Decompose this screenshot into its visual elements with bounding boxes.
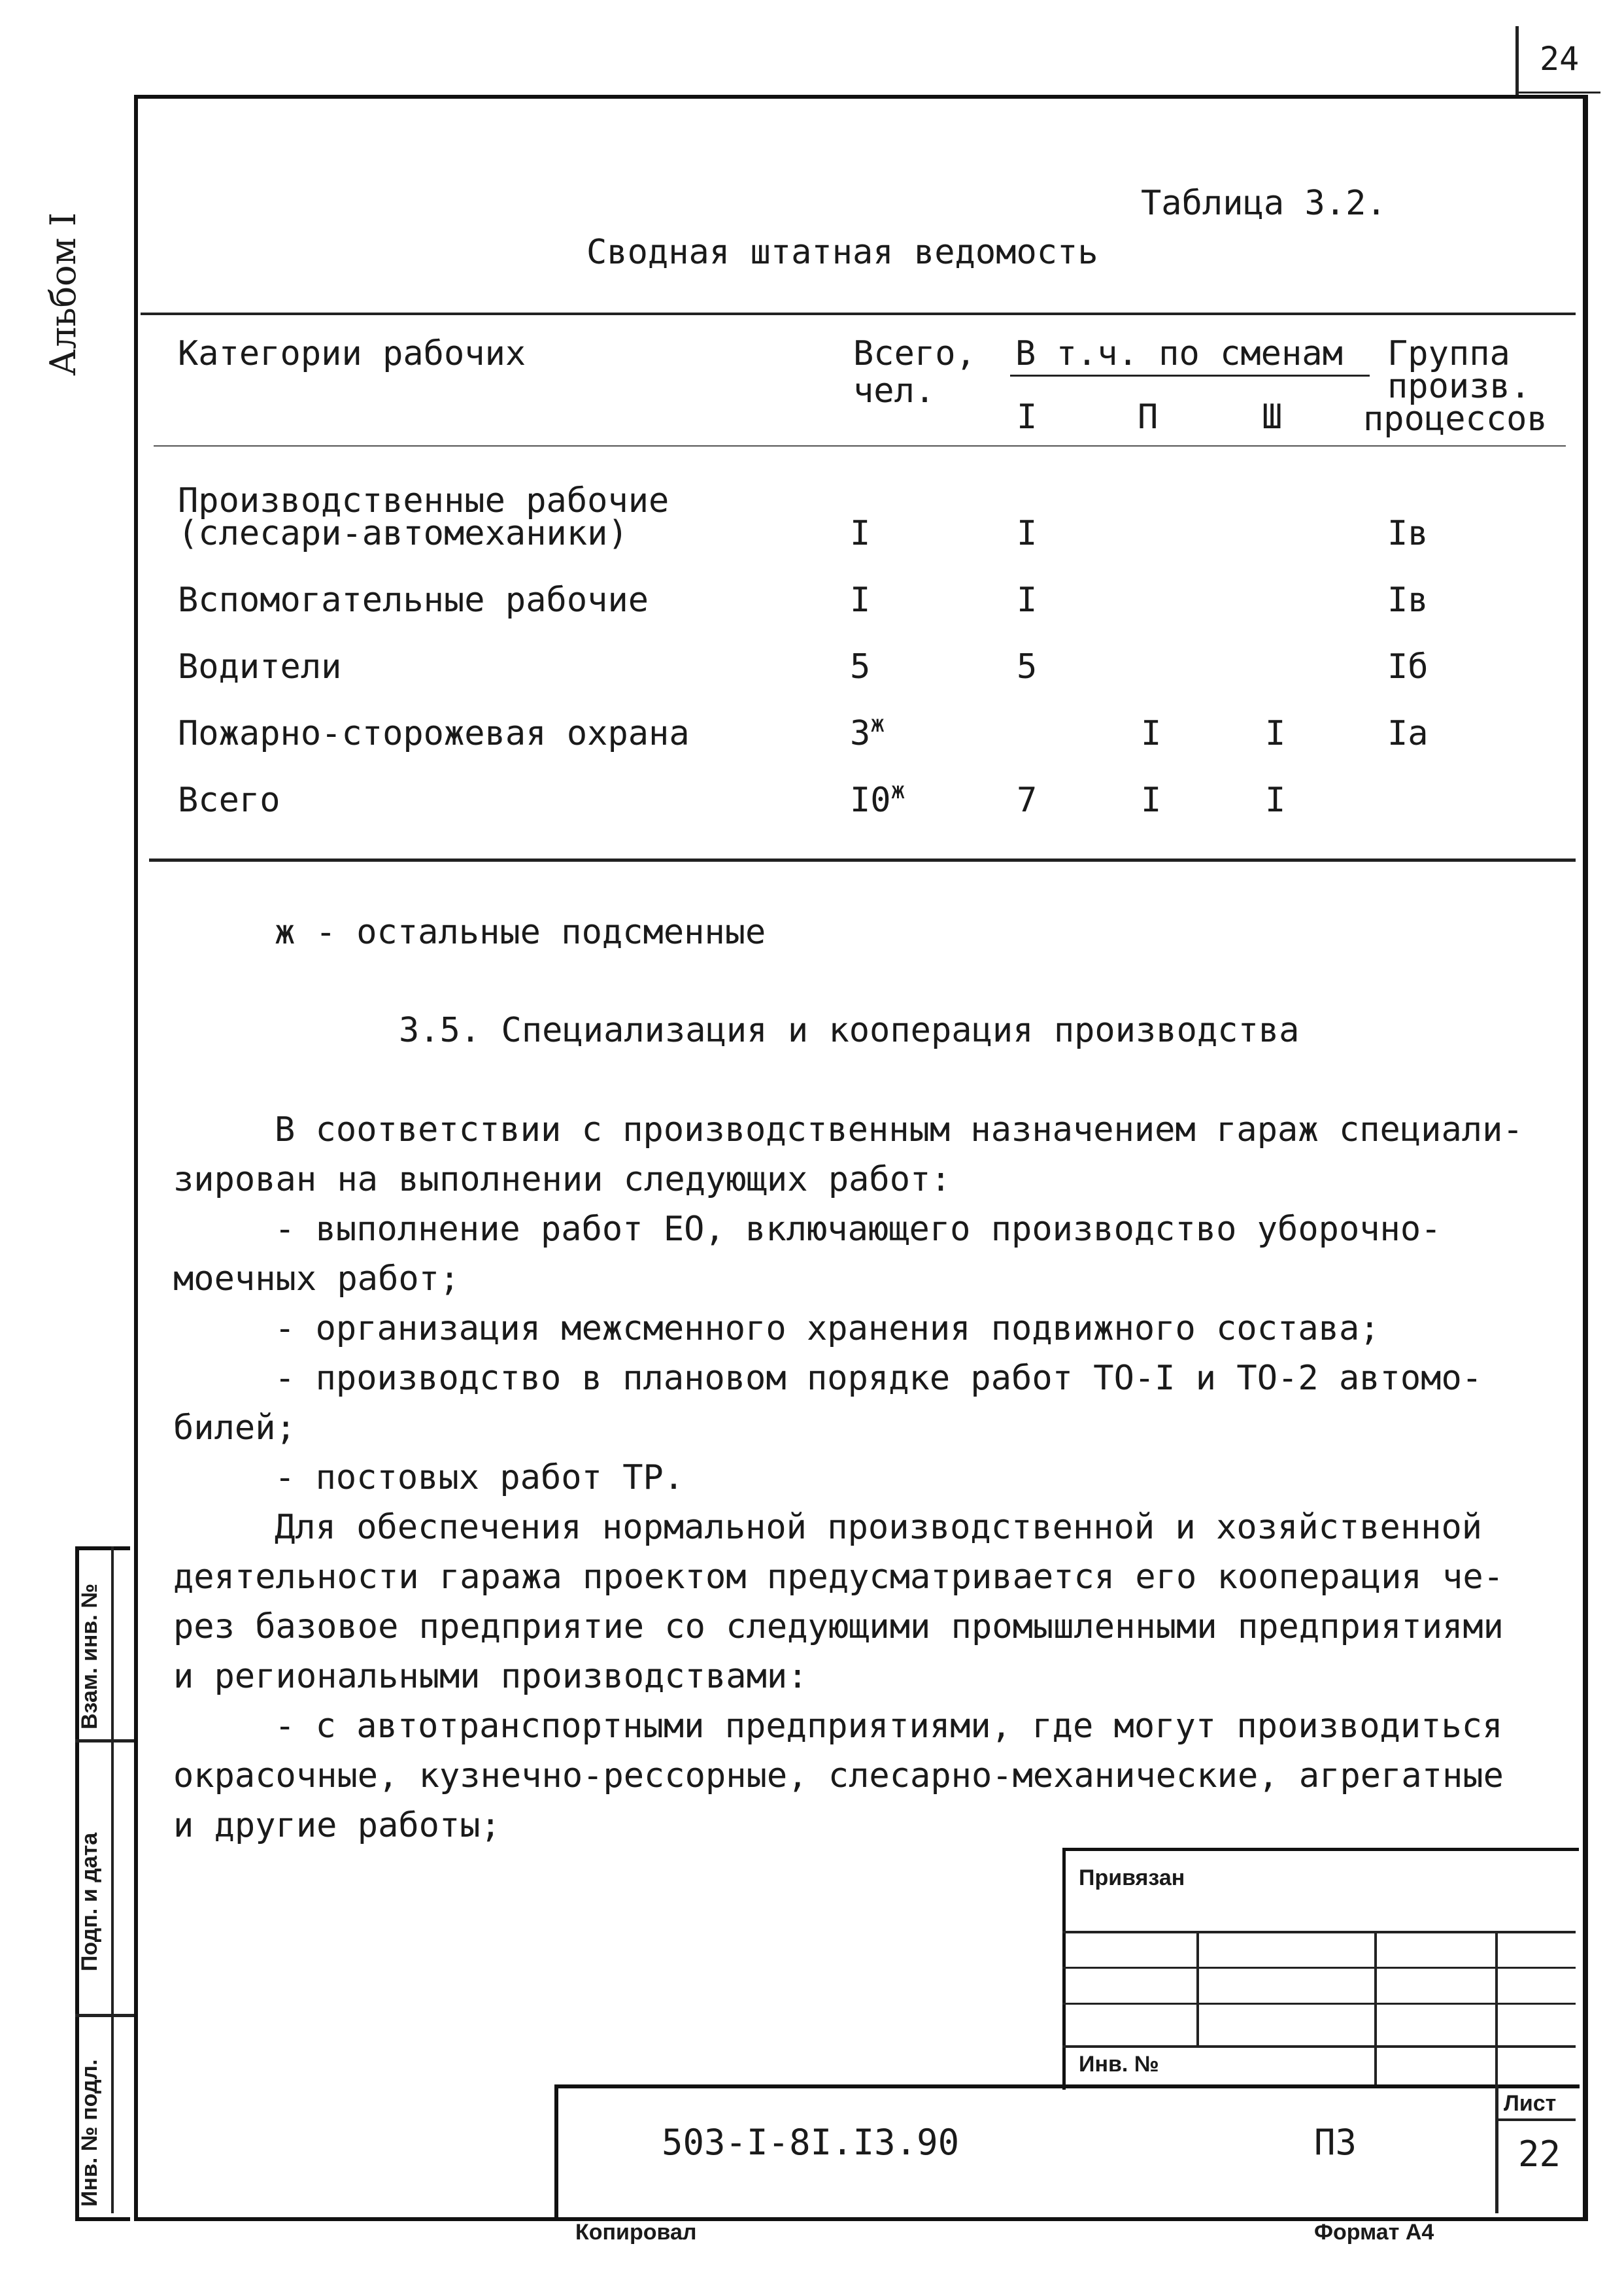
table-row-shift-1: I <box>1017 514 1038 553</box>
body-line: моечных работ; <box>173 1259 460 1299</box>
stamp-document-code: 503-I-8I.I3.90 <box>662 2122 960 2163</box>
stamp-rule <box>1062 1931 1576 1933</box>
body-line: и региональными производствами: <box>173 1657 808 1696</box>
table-row-name: Пожарно-сторожевая охрана <box>178 714 690 753</box>
table-row-group: Iа <box>1387 714 1429 753</box>
stamp-sheet-label: Лист <box>1504 2091 1557 2116</box>
table-row-total: 5 <box>850 647 871 687</box>
album-label: Альбом I <box>42 212 84 376</box>
body-line: рез базовое предприятие со следующими промышленными предприятиями <box>173 1607 1504 1646</box>
table-row-shift-2: I <box>1141 714 1162 753</box>
table-row-group: Iв <box>1387 581 1429 620</box>
header-shifts: В т.ч. по сменам <box>1015 334 1343 373</box>
table-row-total-value: I0 <box>850 781 891 820</box>
table-row-group: Iв <box>1387 514 1429 553</box>
header-group-2: произв. <box>1387 367 1531 406</box>
stamp-divider <box>1495 1931 1498 2086</box>
asterisk-mark: ж <box>890 777 905 804</box>
table-row-total: I <box>850 581 871 620</box>
header-group-1: Группа <box>1387 334 1510 373</box>
body-line: - производство в плановом порядке работ ТО-I и ТО-2 автомо- <box>275 1359 1483 1398</box>
table-row-name: Водители <box>178 647 342 687</box>
table-row-total <box>850 711 885 753</box>
table-row-name: Всего <box>178 781 280 820</box>
table-row-shift-2: I <box>1141 781 1162 820</box>
margin-stamp-rule <box>75 1739 134 1742</box>
header-shift-3: Ш <box>1262 398 1283 437</box>
stamp-sheet-rule <box>1495 2118 1576 2121</box>
table-row-total: I <box>850 514 871 553</box>
asterisk-mark: ж <box>870 711 885 738</box>
table-title: Сводная штатная ведомость <box>586 233 1098 272</box>
margin-stamp-vzam: Взам. инв. № <box>77 1583 102 1729</box>
header-category: Категории рабочих <box>178 334 526 373</box>
header-shift-2: П <box>1138 398 1159 437</box>
body-line: - постовых работ ТР. <box>275 1458 685 1497</box>
page-number-rule <box>1515 92 1600 94</box>
body-line: В соответствии с производственным назначением гараж специали- <box>275 1110 1523 1149</box>
table-row-total <box>850 777 905 820</box>
stamp-sheet-divider <box>1495 2084 1498 2213</box>
table-row-shift-1: 7 <box>1017 781 1038 820</box>
footer-format: Формат А4 <box>1314 2220 1434 2245</box>
body-line: зирован на выполнении следующих работ: <box>173 1160 951 1199</box>
stamp-divider <box>1196 1931 1199 2045</box>
margin-stamp-podp: Подп. и дата <box>77 1832 102 1971</box>
page-number: 24 <box>1540 40 1580 78</box>
stamp-rule <box>1062 2003 1576 2005</box>
header-bottom-rule <box>154 445 1566 447</box>
margin-stamp-inv-podl: Инв. № подл. <box>77 2059 102 2207</box>
body-line: - организация межсменного хранения подвижного состава; <box>275 1309 1380 1348</box>
margin-stamp-inner <box>111 1546 114 2213</box>
table-row-shift-1: 5 <box>1017 647 1038 687</box>
stamp-sheet-number: 22 <box>1518 2134 1561 2175</box>
table-bottom-rule <box>149 858 1576 862</box>
stamp-rule <box>1062 1967 1576 1969</box>
table-top-rule <box>141 313 1576 315</box>
table-caption: Таблица 3.2. <box>1141 184 1387 223</box>
table-row-shift-3: I <box>1265 714 1286 753</box>
stamp-document-type: ПЗ <box>1314 2122 1357 2163</box>
table-footnote: ж - остальные подсменные <box>275 913 766 952</box>
body-line: окрасочные, кузнечно-рессорные, слесарно-механические, агрегатные <box>173 1756 1504 1795</box>
table-row-name: Производственные рабочие <box>178 481 669 520</box>
page-number-divider <box>1515 26 1519 98</box>
body-line: Для обеспечения нормальной производственной и хозяйственной <box>275 1508 1483 1547</box>
header-total-2: чел. <box>853 371 936 411</box>
header-group-3: процессов <box>1363 400 1548 439</box>
section-heading: 3.5. Специализация и кооперация производства <box>399 1011 1300 1050</box>
table-row-shift-3: I <box>1265 781 1286 820</box>
table-row-name-cont: (слесари-автомеханики) <box>178 514 628 553</box>
header-shift-1: I <box>1017 398 1038 437</box>
header-total-1: Всего, <box>853 334 976 373</box>
table-row-group: Iб <box>1387 647 1429 687</box>
body-line: билей; <box>173 1408 296 1448</box>
stamp-inv-label: Инв. № <box>1079 2052 1159 2077</box>
table-row-shift-1: I <box>1017 581 1038 620</box>
table-row-total-value: 3 <box>850 714 871 753</box>
margin-stamp-rule <box>75 2014 134 2017</box>
footer-copied: Копировал <box>575 2220 697 2245</box>
body-line: и другие работы; <box>173 1806 501 1845</box>
stamp-bound-label: Привязан <box>1079 1865 1185 1890</box>
body-line: - с автотранспортными предприятиями, где могут производиться <box>275 1707 1503 1746</box>
body-line: деятельности гаража проектом предусматривается его кооперация че- <box>173 1557 1504 1597</box>
body-line: - выполнение работ ЕО, включающего производство уборочно- <box>275 1210 1442 1249</box>
stamp-divider <box>1374 1931 1377 2086</box>
stamp-rule <box>1062 2045 1576 2048</box>
table-row-name: Вспомогательные рабочие <box>178 581 649 620</box>
shift-header-rule <box>1010 375 1370 377</box>
